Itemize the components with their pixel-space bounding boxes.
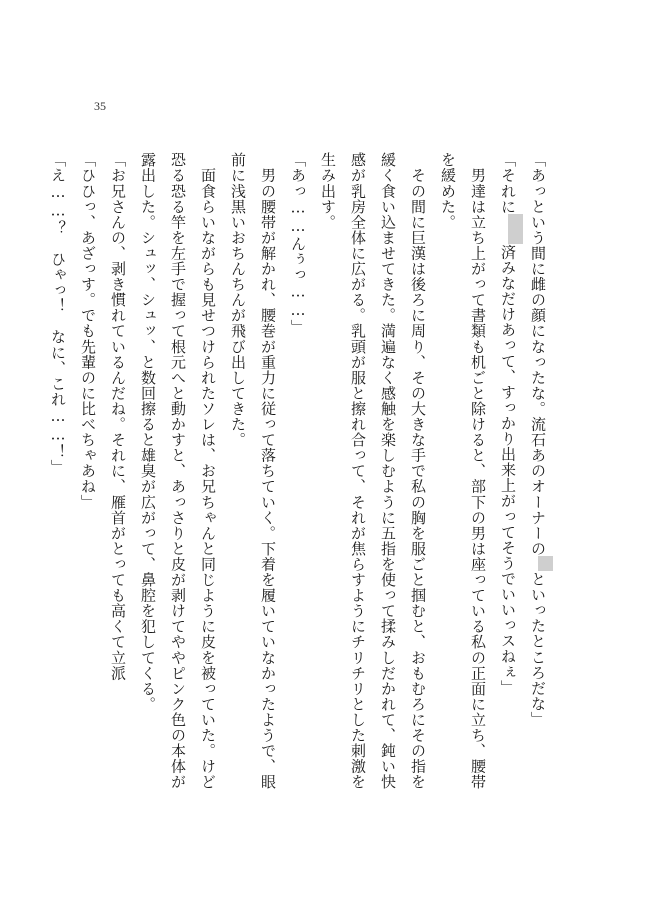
- paragraph: 男の腰帯が解かれ、腰巻が重力に従って落ちていく。下着を履いていなかったようで、眼前に浅黒いおちんちんが飛び出してきた。: [229, 152, 277, 790]
- dialogue-line: 「ひひっ、あざっす。でも先輩のに比べちゃあね」: [79, 152, 97, 510]
- dialogue-line: [493, 152, 523, 804]
- dialogue-line: [523, 152, 553, 804]
- text-segment: 済みなだけあって、すっかり出来上がってそうでいいっスねぇ」: [499, 244, 517, 696]
- text-segment: といったところだな」: [529, 571, 547, 727]
- text-segment: 「それに: [499, 152, 517, 215]
- redaction-mark: [538, 556, 553, 571]
- dialogue-line: 「え……？ ひゃっ！ なに、これ……！」: [49, 152, 67, 475]
- novel-body-text: [49, 152, 553, 804]
- text-segment: 「あっという間に雌の顔になったな。流石あのオーナーの: [529, 152, 547, 557]
- paragraph: 男達は立ち上がって書類も机ごと除けると、部下の男は座っている私の正面に立ち、腰帯を緩めた。: [439, 152, 487, 790]
- dialogue-line: 「あっ……んぅっ……」: [289, 152, 307, 336]
- page-number: 35: [94, 99, 106, 113]
- redaction-mark: [508, 214, 523, 244]
- paragraph: 面食らいながらも見せつけられたソレは、お兄ちゃんと同じように皮を被っていた。けど恐る恐る竿を左手で握って根元へと動かすと、あっさりと皮が剥けてややピンク色の本体が露出した。シュッ、シュッ、と数回擦ると雄臭が広がって、鼻腔を犯してくる。: [139, 152, 217, 790]
- paragraph: その間に巨漢は後ろに周り、その大きな手で私の胸を服ごと掴むと、おもむろにその指を緩く食い込ませてきた。満遍なく感触を楽しむように五指を使って揉みしだかれて、鈍い快感が乳房全体に広がる。乳頭が服と擦れ合って、それが焦らすようにチリチリとした刺激を生み出す。: [319, 152, 427, 790]
- dialogue-line: 「お兄さんの、剥き慣れているんだね。それに、雁首がとっても高くて立派: [109, 152, 127, 681]
